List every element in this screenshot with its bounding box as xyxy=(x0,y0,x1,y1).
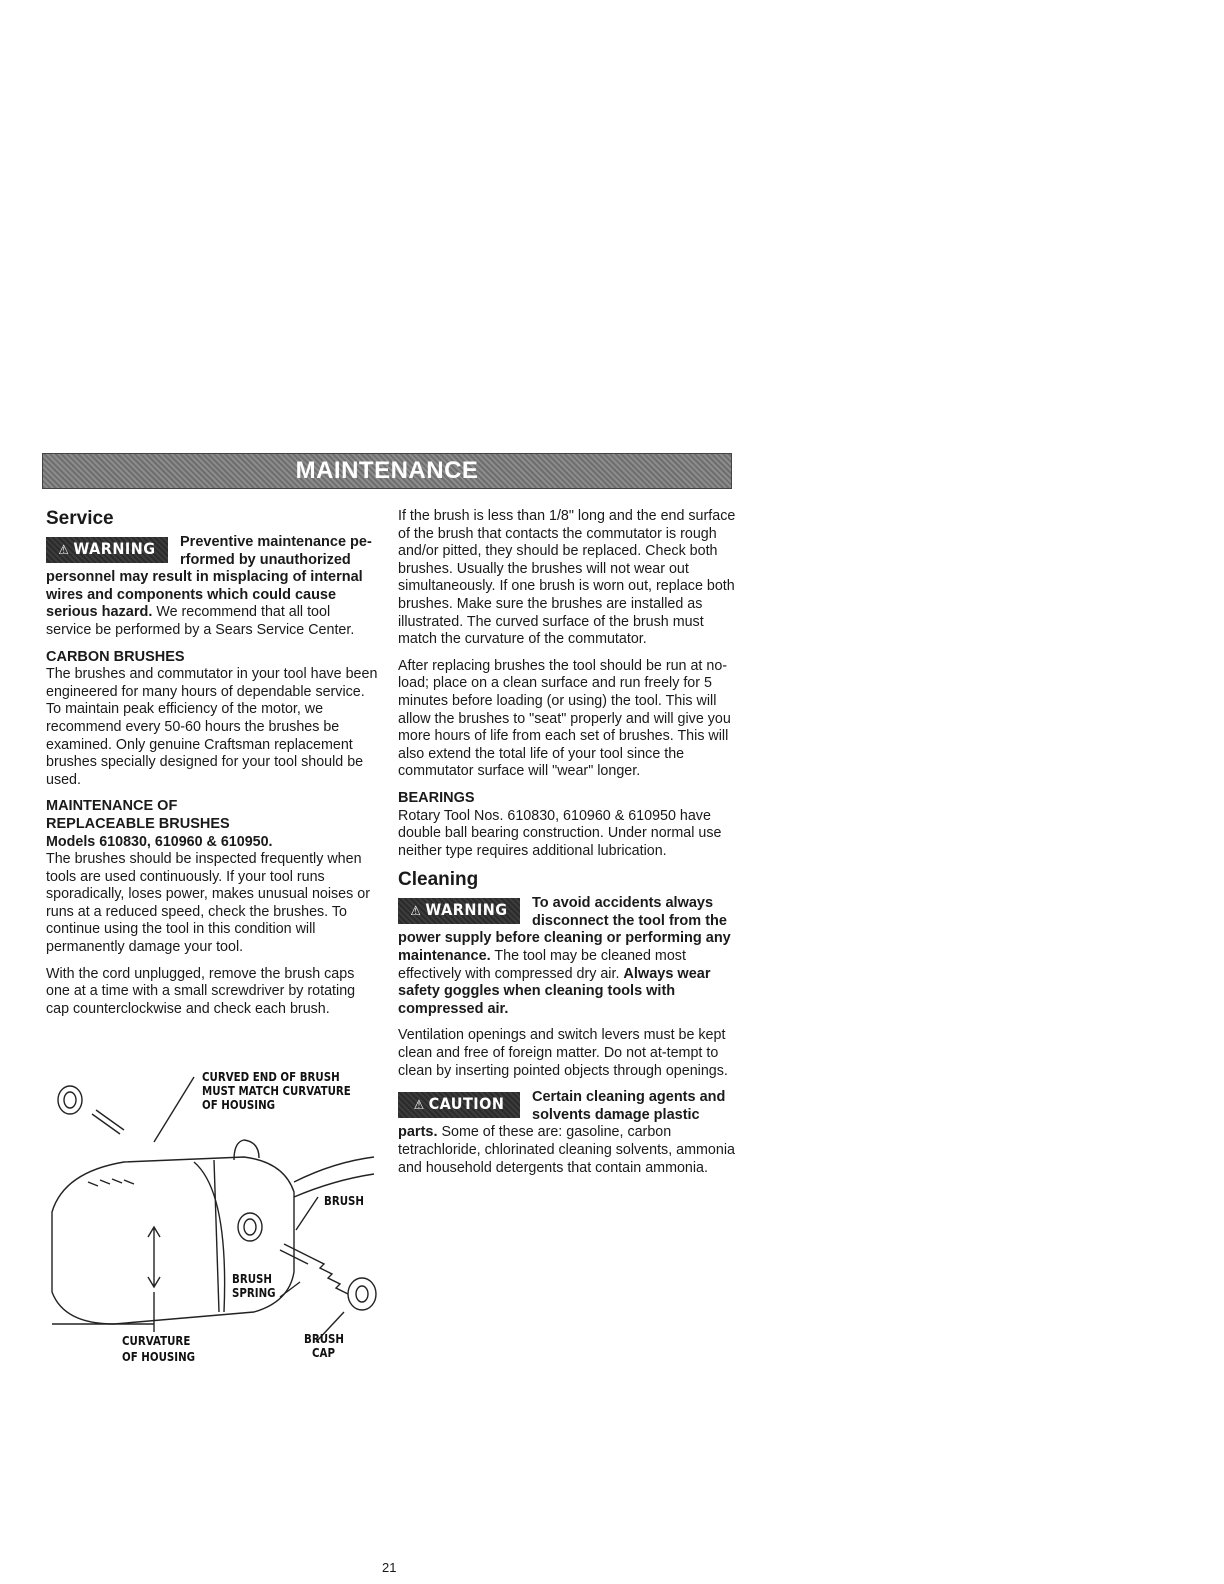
section-banner xyxy=(42,453,732,489)
warning-badge: ⚠ WARNING xyxy=(46,537,168,563)
bearings-text: Rotary Tool Nos. 610830, 610960 & 610950 have double ball bearing construction. Under normal use neither type requires additional lubrication. xyxy=(398,807,722,859)
cord-unplugged-text: With the cord unplugged, remove the brush caps one at a time with a small screwdriver by rotating cap counterclockwise and check each brush. xyxy=(46,965,356,1017)
loose-brush-cap-shape xyxy=(58,1086,82,1114)
cleaning-heading: Cleaning xyxy=(398,869,479,891)
caution-badge: ⚠ CAUTION xyxy=(398,1092,520,1118)
label-brush-cap-2: CAP xyxy=(312,1345,335,1360)
caution-block xyxy=(398,1089,738,1177)
label-curvature-2: OF HOUSING xyxy=(122,1349,196,1364)
caution-bold: Certain cleaning agents and solvents damage plastic parts. xyxy=(398,1089,726,1141)
brush-hole-shape xyxy=(238,1213,262,1241)
cleaning-warning-badge: ⚠ WARNING xyxy=(398,898,520,924)
cleaning-warning-rest: The tool may be cleaned most effectively with compressed dry air. xyxy=(398,948,686,982)
maintenance-text: The brushes should be inspected frequently when tools are used continuously. If your tool runs sporadically, loses power, makes unusual noises or runs at a reduced speed, check the brushes. To continue using the tool in this condition will permanently damage your tool. xyxy=(46,851,370,956)
service-warning-bold: Preventive maintenance pe-rformed by unauthorized personnel may result in misplacing of internal wires and components which could cause serious hazard. xyxy=(46,534,372,621)
label-brush: BRUSH xyxy=(324,1193,365,1208)
models-line: Models 610830, 610960 & 610950. xyxy=(46,833,273,850)
cleaning-warning xyxy=(398,895,738,1018)
service-warning xyxy=(46,534,378,640)
loose-brush-shape xyxy=(92,1110,124,1134)
right-column xyxy=(398,508,738,1186)
label-curved-end-2: MUST MATCH CURVATURE xyxy=(202,1083,351,1098)
label-curvature-1: CURVATURE xyxy=(122,1333,191,1348)
service-warning-rest: We recommend that all tool service be performed by a Sears Service Center. xyxy=(46,604,355,638)
brush-right-shape xyxy=(280,1244,312,1264)
cleaning-warning-bold: To avoid accidents always disconnect the tool from the power supply before cleaning or performing any maintenance. xyxy=(398,895,731,965)
caution-rest: Some of these are: gasoline, carbon tetrachloride, chlorinated cleaning solvents, ammonia and household detergents that contain ammonia. xyxy=(398,1124,735,1176)
brush-length-text: If the brush is less than 1/8" long and the end surface of the brush that contacts the commutator is rough and/or pitted, they should be replaced. Check both brushes. Usually the brushes will not wear out simultaneously. If one brush is worn out, replace both brushes. Make sure the brushes are installed as illustrated. The curved surface of the brush must match the curvature of the commutator. xyxy=(398,508,736,648)
carbon-brushes-text: The brushes and commutator in your tool have been engineered for many hours of dependable service. To maintain peak efficiency of the motor, we recommend every 50-60 hours the brushes be examined. Only genuine Craftsman replacement brushes specially designed for your tool should be used. xyxy=(46,666,378,788)
maintenance-heading-line1: MAINTENANCE OF xyxy=(46,798,178,815)
maintenance-heading-line2: REPLACEABLE BRUSHES xyxy=(46,815,230,832)
brush-cap-shape xyxy=(348,1278,376,1310)
bearings-heading: BEARINGS xyxy=(398,789,475,806)
warning-triangle-icon: ⚠ xyxy=(58,543,70,558)
label-brush-spring-2: SPRING xyxy=(232,1285,276,1300)
after-replacing-text: After replacing brushes the tool should be run at no-load; place on a clean surface and run freely for 5 minutes before loading (or using) the tool. This will allow the brushes to "seat" properly and will give you more hours of life from each set of brushes. This will also extend the total life of your tool since the commutator surface will "wear" longer. xyxy=(398,657,731,780)
brush-spring-shape xyxy=(312,1258,348,1294)
label-brush-cap-1: BRUSH xyxy=(304,1331,345,1346)
banner-title: MAINTENANCE xyxy=(295,457,479,484)
warning-triangle-icon: ⚠ xyxy=(410,904,422,920)
carbon-brushes-heading: CARBON BRUSHES xyxy=(46,648,185,665)
service-heading: Service xyxy=(46,508,114,529)
label-curved-end-3: OF HOUSING xyxy=(202,1097,276,1112)
caution-triangle-icon: ⚠ xyxy=(413,1098,425,1114)
goggles-text: Always wear safety goggles when cleaning tools with compressed air. xyxy=(398,965,711,1017)
label-brush-spring-1: BRUSH xyxy=(232,1271,273,1286)
brush-diagram xyxy=(44,1062,394,1382)
page-number: 21 xyxy=(382,1560,397,1575)
left-column xyxy=(46,508,378,1027)
ventilation-text: Ventilation openings and switch levers must be kept clean and free of foreign matter. Do not at-tempt to clean by inserting pointed objects through openings. xyxy=(398,1027,728,1079)
label-curved-end-1: CURVED END OF BRUSH xyxy=(202,1069,340,1084)
